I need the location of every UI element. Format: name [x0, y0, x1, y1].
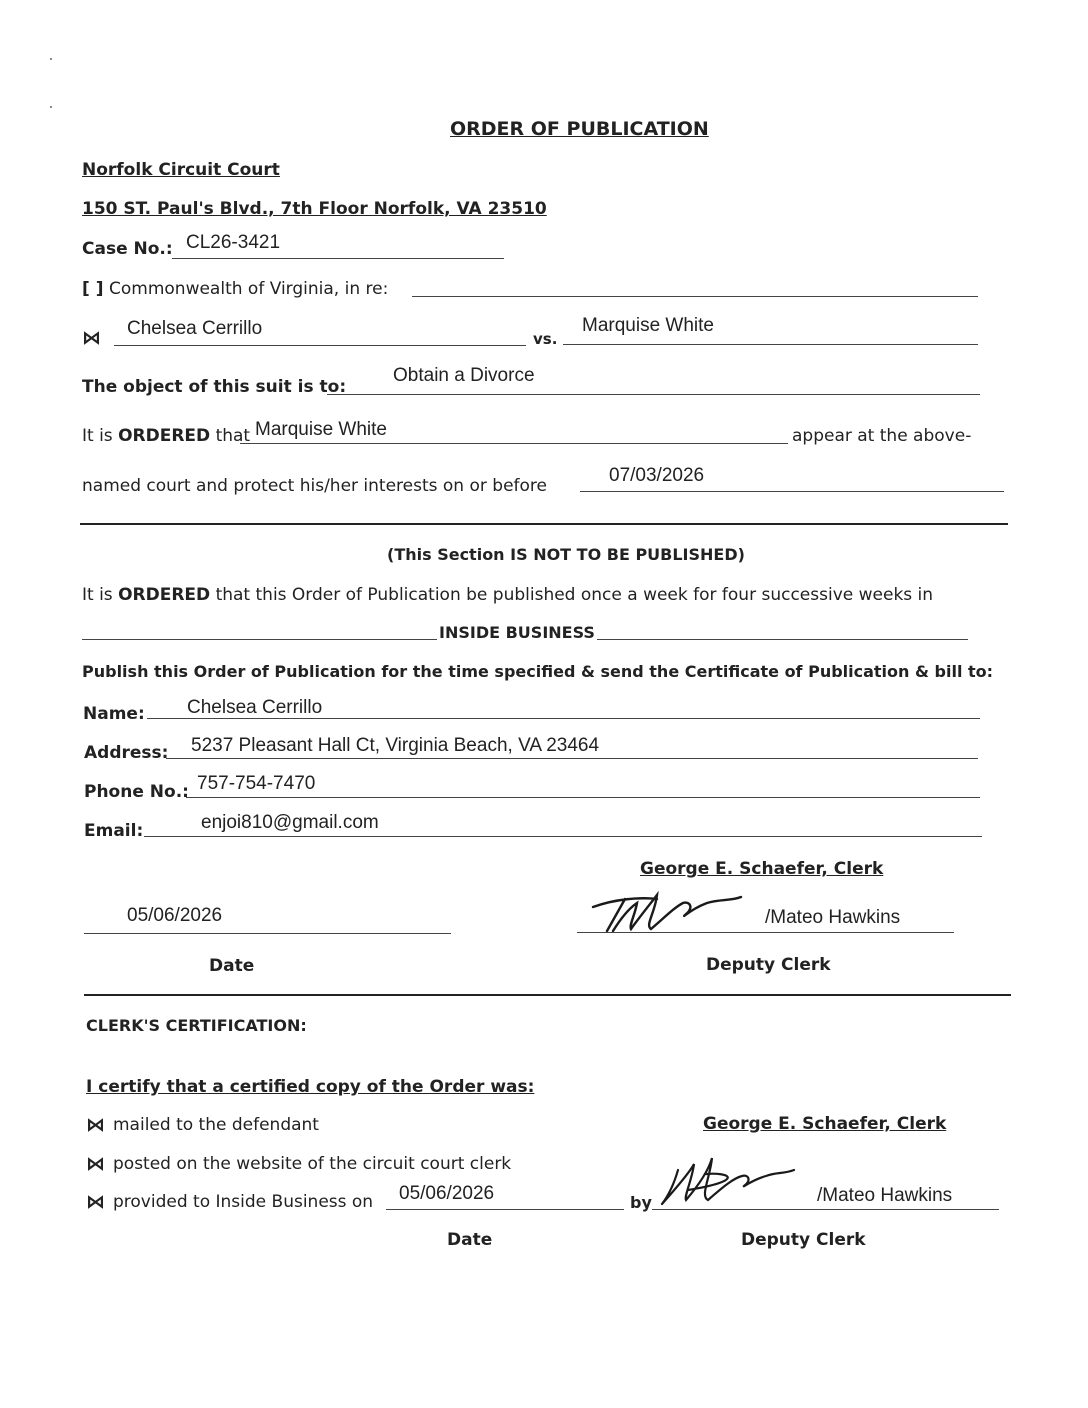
signature-date-line	[84, 933, 451, 934]
publish-order-rest: that this Order of Publication be published once a week for four successive weeks in	[210, 585, 934, 605]
case-number-line	[172, 258, 504, 259]
clerk-name: George E. Schaefer, Clerk	[640, 859, 884, 879]
cert-item3-date-line	[386, 1209, 624, 1210]
publish-order-ordered: ORDERED	[118, 585, 211, 605]
document-title: ORDER OF PUBLICATION	[450, 118, 709, 140]
contact-name-label: Name:	[83, 704, 145, 724]
case-number-label: Case No.:	[82, 239, 173, 259]
certification-divider	[84, 994, 1011, 996]
contact-phone-line	[186, 797, 980, 798]
court-address: 150 ST. Paul's Blvd., 7th Floor Norfolk, VA 23510	[82, 199, 547, 219]
section-divider	[80, 523, 1008, 525]
cert-item3: provided to Inside Business on	[113, 1192, 374, 1212]
deputy-signature-icon	[585, 885, 755, 937]
cert-date-label: Date	[447, 1230, 493, 1250]
publication-name: INSIDE BUSINESS	[439, 623, 595, 642]
commonwealth-checkbox: [ ]	[82, 279, 104, 299]
cert-deputy-clerk-label: Deputy Clerk	[741, 1230, 866, 1250]
publish-instructions: Publish this Order of Publication for the time specified & send the Certificate of Publication & bill to:	[82, 662, 994, 681]
defendant-line	[563, 344, 978, 345]
case-number-value: CL26-3421	[186, 232, 281, 253]
contact-address-label: Address:	[84, 743, 169, 763]
object-label: The object of this suit is to:	[82, 377, 347, 397]
order-party-line	[240, 443, 788, 444]
cert-clerk-name: George E. Schaefer, Clerk	[703, 1114, 947, 1134]
commonwealth-label: Commonwealth of Virginia, in re:	[109, 279, 389, 299]
certify-statement: I certify that a certified copy of the Order was:	[86, 1077, 535, 1097]
order-date-line	[580, 491, 1004, 492]
contact-phone: 757-754-7470	[197, 773, 316, 794]
deputy-line	[577, 932, 954, 933]
contact-address: 5237 Pleasant Hall Ct, Virginia Beach, VA 23464	[191, 735, 600, 756]
cert-item3-date: 05/06/2026	[399, 1183, 495, 1204]
cert-item1: mailed to the defendant	[113, 1115, 319, 1135]
cert-item2-checkbox: ⋈	[86, 1153, 105, 1175]
order-prefix: It is	[82, 426, 119, 446]
contact-address-line	[166, 758, 978, 759]
cert-deputy-name: /Mateo Hawkins	[817, 1185, 953, 1206]
contact-name: Chelsea Cerrillo	[187, 697, 323, 718]
publish-order-prefix: It is	[82, 585, 119, 605]
order-suffix: appear at the above-	[792, 426, 972, 446]
object-line	[327, 394, 980, 395]
cert-deputy-line	[652, 1209, 999, 1210]
order-line1	[82, 426, 250, 446]
signature-date: 05/06/2026	[127, 905, 223, 926]
contact-email-label: Email:	[84, 821, 144, 841]
publish-order-text	[82, 585, 933, 605]
court-name: Norfolk Circuit Court	[82, 160, 280, 180]
cert-item1-checkbox: ⋈	[86, 1114, 105, 1136]
order-date: 07/03/2026	[609, 465, 705, 486]
cert-deputy-signature-icon	[648, 1150, 808, 1212]
defendant-name: Marquise White	[582, 315, 714, 336]
not-published-heading: (This Section IS NOT TO BE PUBLISHED)	[387, 545, 745, 564]
plaintiff-line	[114, 345, 526, 346]
vs-label: vs.	[533, 330, 558, 348]
contact-email: enjoi810@gmail.com	[201, 812, 379, 833]
parties-checkbox: ⋈	[82, 327, 101, 349]
certification-heading: CLERK'S CERTIFICATION:	[86, 1016, 307, 1035]
commonwealth-line	[412, 296, 978, 297]
date-label: Date	[209, 956, 255, 976]
deputy-name: /Mateo Hawkins	[765, 907, 901, 928]
cert-item3-checkbox: ⋈	[86, 1191, 105, 1213]
order-party: Marquise White	[255, 419, 387, 440]
cert-by-label: by	[630, 1193, 652, 1212]
scan-speck	[50, 58, 52, 60]
order-ordered: ORDERED	[118, 426, 211, 446]
order-line2: named court and protect his/her interests on or before	[82, 476, 547, 496]
object-value: Obtain a Divorce	[393, 365, 535, 386]
scan-speck	[50, 106, 52, 108]
contact-phone-label: Phone No.:	[84, 782, 189, 802]
deputy-clerk-label: Deputy Clerk	[706, 955, 831, 975]
cert-item2: posted on the website of the circuit court clerk	[113, 1154, 512, 1174]
order-that: that	[210, 426, 251, 446]
contact-email-line	[144, 836, 982, 837]
plaintiff-name: Chelsea Cerrillo	[127, 318, 263, 339]
